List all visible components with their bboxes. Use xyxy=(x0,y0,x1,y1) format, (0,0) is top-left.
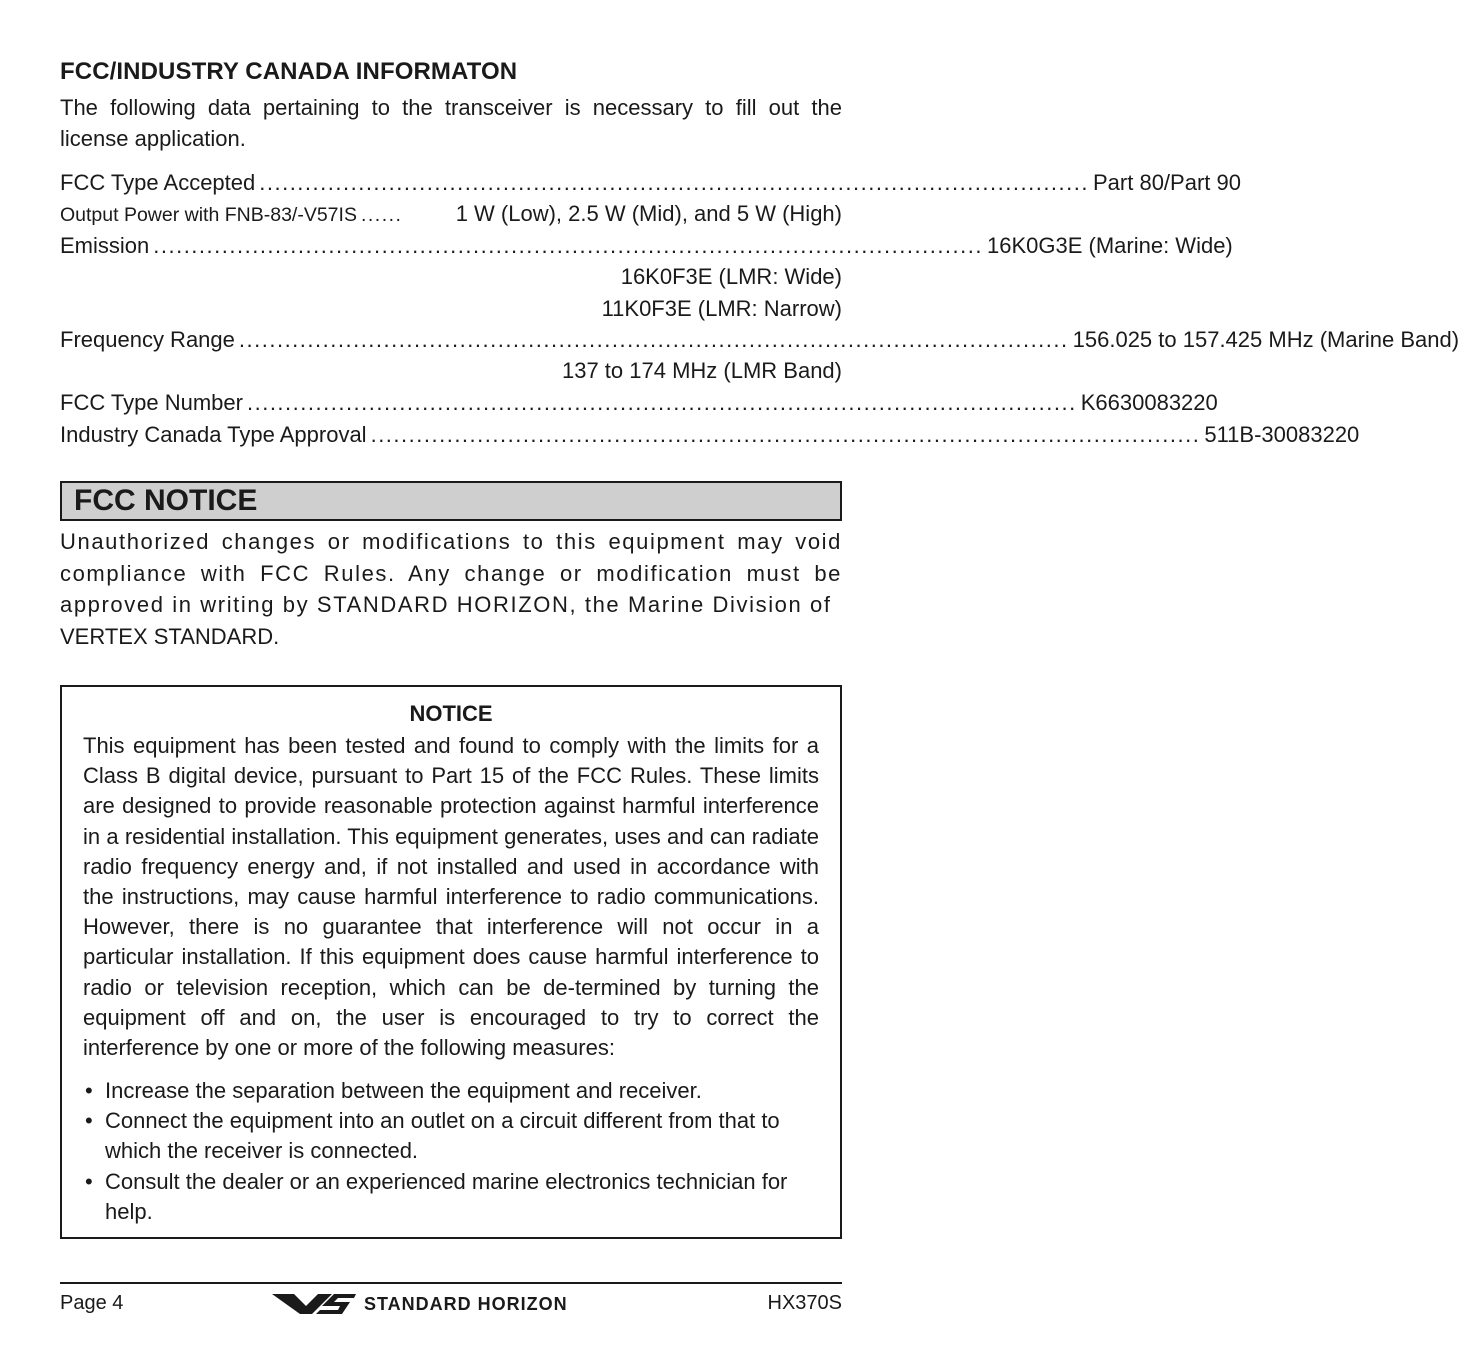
leader-dots: ............................................................................................................. xyxy=(370,422,1201,447)
leader-dots: ...... xyxy=(360,204,403,226)
spec-row-output-power xyxy=(60,201,842,232)
spec-label: Industry Canada Type Approval xyxy=(60,422,367,447)
bullet-icon: • xyxy=(85,1108,93,1134)
list-item xyxy=(83,1106,819,1166)
measures-list xyxy=(83,1076,819,1227)
bullet-icon: • xyxy=(85,1078,93,1103)
leader-dots: ............................................................................................................. xyxy=(238,327,1069,352)
spec-value: 156.025 to 157.425 MHz (Marine Band) xyxy=(1072,327,1459,352)
spec-row-type-accepted xyxy=(60,170,1241,201)
spec-value: 1 W (Low), 2.5 W (Mid), and 5 W (High) xyxy=(455,201,842,226)
intro-paragraph: The following data pertaining to the transceiver is necessary to fill out the license application. xyxy=(60,95,842,151)
leader-dots: ............................................................................................................. xyxy=(246,390,1077,415)
section-heading: FCC/INDUSTRY CANADA INFORMATON xyxy=(60,58,518,85)
list-item-text: Connect the equipment into an outlet on a circuit different from that to which the receiver is connected. xyxy=(105,1108,780,1164)
model-number: HX370S xyxy=(767,1292,842,1314)
spec-value: 16K0G3E (Marine: Wide) xyxy=(987,233,1233,258)
list-item xyxy=(83,1076,819,1106)
standard-horizon-logo-icon xyxy=(272,1292,356,1316)
brand-logo xyxy=(272,1290,568,1318)
fcc-notice-text-end: VERTEX STANDARD. xyxy=(60,623,280,649)
list-item-text: Consult the dealer or an experienced marine electronics technician for help. xyxy=(105,1168,788,1224)
bullet-icon: • xyxy=(85,1168,93,1194)
spec-label: Emission xyxy=(60,233,150,258)
fcc-notice-title: FCC NOTICE xyxy=(74,484,258,517)
notice-box-body: This equipment has been tested and found to comply with the limits for a Class B digital device, pursuant to Part 15 of the FCC Rules. These limits are designed to provide reasonable protection against harmful interference in a residential installation. This equipment generates, uses and can radiate radio frequency energy and, if not installed and used in accordance with the instructions, may cause harmful interference to radio communications. However, there is no guarantee that interference will not occur in a particular installation. If this equipment does cause harmful interference to radio or television reception, which can be de-termined by turning the equipment off and on, the user is encouraged to try to correct the interference by one or more of the following measures: xyxy=(83,733,819,1061)
spec-value: 511B-30083220 xyxy=(1204,422,1360,447)
spec-value-extra: 137 to 174 MHz (LMR Band) xyxy=(561,358,842,383)
fcc-notice-banner xyxy=(60,481,842,521)
spec-value-extra: 16K0F3E (LMR: Wide) xyxy=(620,264,842,289)
spec-row-emission xyxy=(60,233,1233,264)
spec-label: FCC Type Number xyxy=(60,390,243,415)
fcc-notice-text: Unauthorized changes or modifications to this equipment may void compliance with FCC Rules. Any change or modification must be approved in writing by STANDARD HORIZON, the Marine Division of xyxy=(60,529,842,617)
notice-box xyxy=(60,685,842,1239)
notice-box-title: NOTICE xyxy=(409,701,493,726)
spec-value: K6630083220 xyxy=(1080,390,1218,415)
spec-value: Part 80/Part 90 xyxy=(1093,170,1241,195)
fcc-notice-paragraph xyxy=(60,526,842,652)
leader-dots: ............................................................................................................. xyxy=(153,233,983,258)
spec-row-frequency-range xyxy=(60,327,1459,358)
brand-name: STANDARD HORIZON xyxy=(364,1293,568,1314)
list-item xyxy=(83,1167,819,1227)
list-item-text: Increase the separation between the equipment and receiver. xyxy=(105,1078,702,1103)
spec-row-fcc-type-number xyxy=(60,390,1218,421)
page-number: Page 4 xyxy=(60,1292,124,1314)
spec-value-extra: 11K0F3E (LMR: Narrow) xyxy=(601,296,842,321)
spec-label: FCC Type Accepted xyxy=(60,170,256,195)
spec-label: Frequency Range xyxy=(60,327,235,352)
spec-label: Output Power with FNB-83/-V57IS xyxy=(60,204,357,226)
spec-row-industry-canada xyxy=(60,422,1360,453)
footer-divider xyxy=(60,1282,842,1284)
leader-dots: ............................................................................................................. xyxy=(259,170,1089,195)
